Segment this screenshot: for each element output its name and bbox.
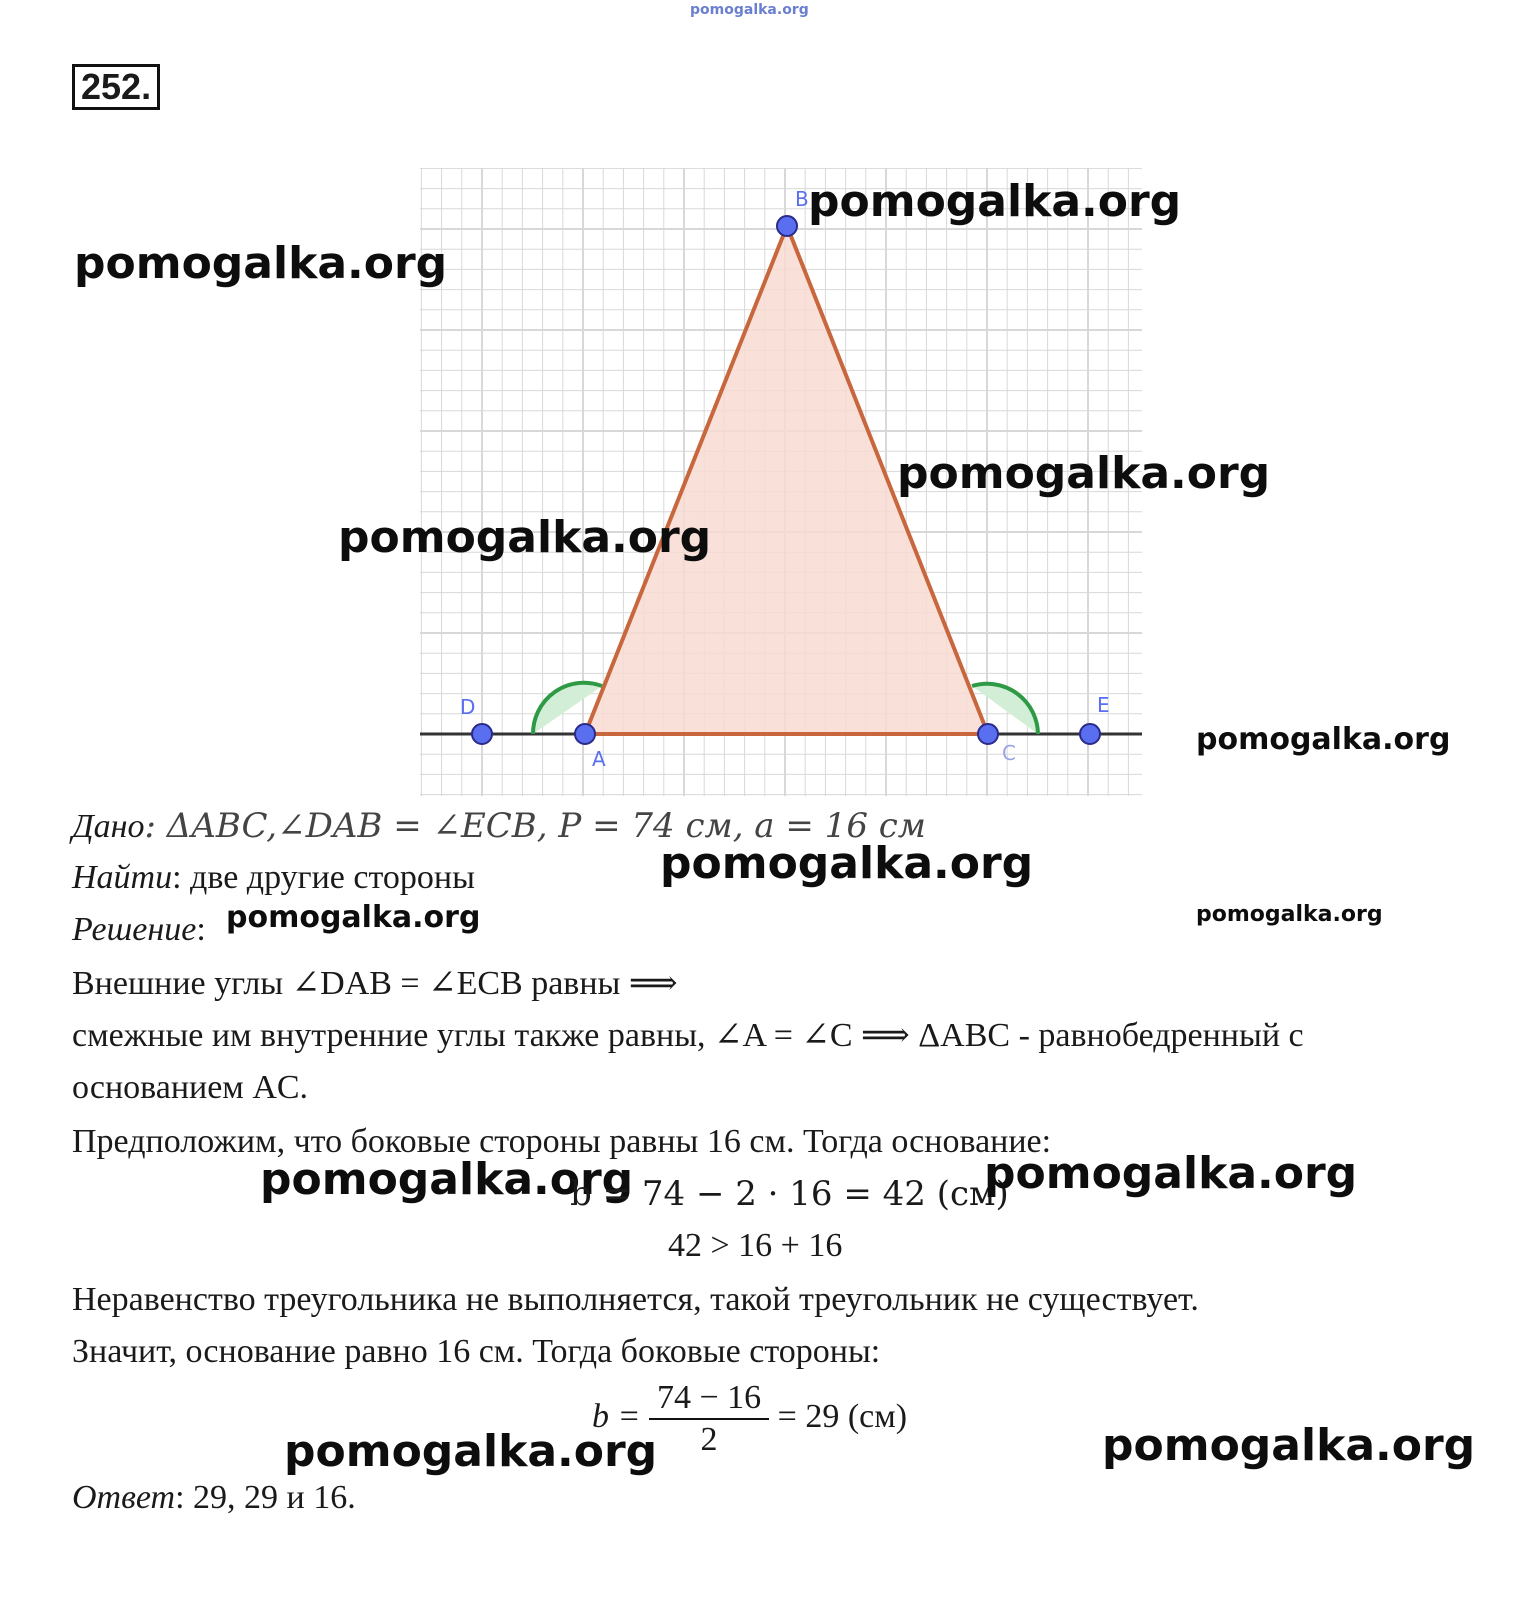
equation-1: b = 74 − 2 · 16 = 42 (см) — [570, 1174, 1009, 1214]
eq3-numerator: 74 − 16 — [649, 1378, 769, 1420]
label-b: B — [795, 187, 809, 211]
find-line — [72, 858, 475, 898]
line-2: смежные им внутренние углы также равны, ∠A = ∠C ⟹ ΔABC - равнобедренный с — [72, 1017, 1304, 1054]
eq3-fraction — [649, 1378, 769, 1460]
eq3-right: = 29 (см) — [777, 1397, 908, 1435]
watermark-8: pomogalka.org — [1196, 902, 1383, 927]
problem-number: 252. — [72, 64, 160, 110]
label-c: C — [1002, 741, 1016, 765]
watermark-9: pomogalka.org — [260, 1154, 634, 1205]
given-label: Дано — [72, 808, 145, 845]
watermark-11: pomogalka.org — [284, 1426, 658, 1477]
label-d: D — [460, 695, 476, 719]
line-4: Предположим, что боковые стороны равны 16 см. Тогда основание: — [72, 1123, 1052, 1160]
find-text: : две другие стороны — [172, 859, 475, 896]
given-text: : ΔABC,∠DAB = ∠ECB, P = 74 см, a = 16 см — [144, 806, 926, 846]
answer-text: : 29, 29 и 16. — [175, 1479, 356, 1516]
solution-line — [72, 910, 206, 950]
label-e: E — [1097, 693, 1110, 717]
watermark-6: pomogalka.org — [660, 838, 1034, 889]
point-a — [575, 724, 595, 744]
watermark-10: pomogalka.org — [984, 1148, 1358, 1199]
eq3-left: b = — [592, 1397, 641, 1435]
point-e — [1080, 724, 1100, 744]
watermark-2: pomogalka.org — [74, 238, 448, 289]
eq3-denominator: 2 — [700, 1421, 718, 1458]
find-label: Найти — [72, 859, 173, 896]
point-b — [777, 216, 797, 236]
answer-label: Ответ — [72, 1479, 176, 1516]
line-5: Неравенство треугольника не выполняется, такой треугольник не существует. — [72, 1281, 1199, 1318]
watermark-4: pomogalka.org — [338, 512, 712, 563]
line-1: Внешние углы ∠DAB = ∠ECB равны ⟹ — [72, 965, 678, 1002]
line-3: основанием AC. — [72, 1069, 309, 1106]
point-c — [978, 724, 998, 744]
line-6: Значит, основание равно 16 см. Тогда боковые стороны: — [72, 1333, 881, 1370]
watermark-1: pomogalka.org — [808, 176, 1182, 227]
equation-2: 42 > 16 + 16 — [668, 1227, 843, 1264]
label-a: A — [592, 747, 606, 771]
watermark-12: pomogalka.org — [1102, 1420, 1476, 1471]
watermark-5: pomogalka.org — [1196, 722, 1451, 757]
watermark-top: pomogalka.org — [690, 2, 809, 18]
watermark-3: pomogalka.org — [897, 448, 1271, 499]
solution-label: Решение — [72, 911, 197, 948]
watermark-7: pomogalka.org — [226, 900, 481, 935]
solution-colon: : — [196, 911, 206, 948]
answer-line — [72, 1478, 356, 1518]
point-d — [472, 724, 492, 744]
